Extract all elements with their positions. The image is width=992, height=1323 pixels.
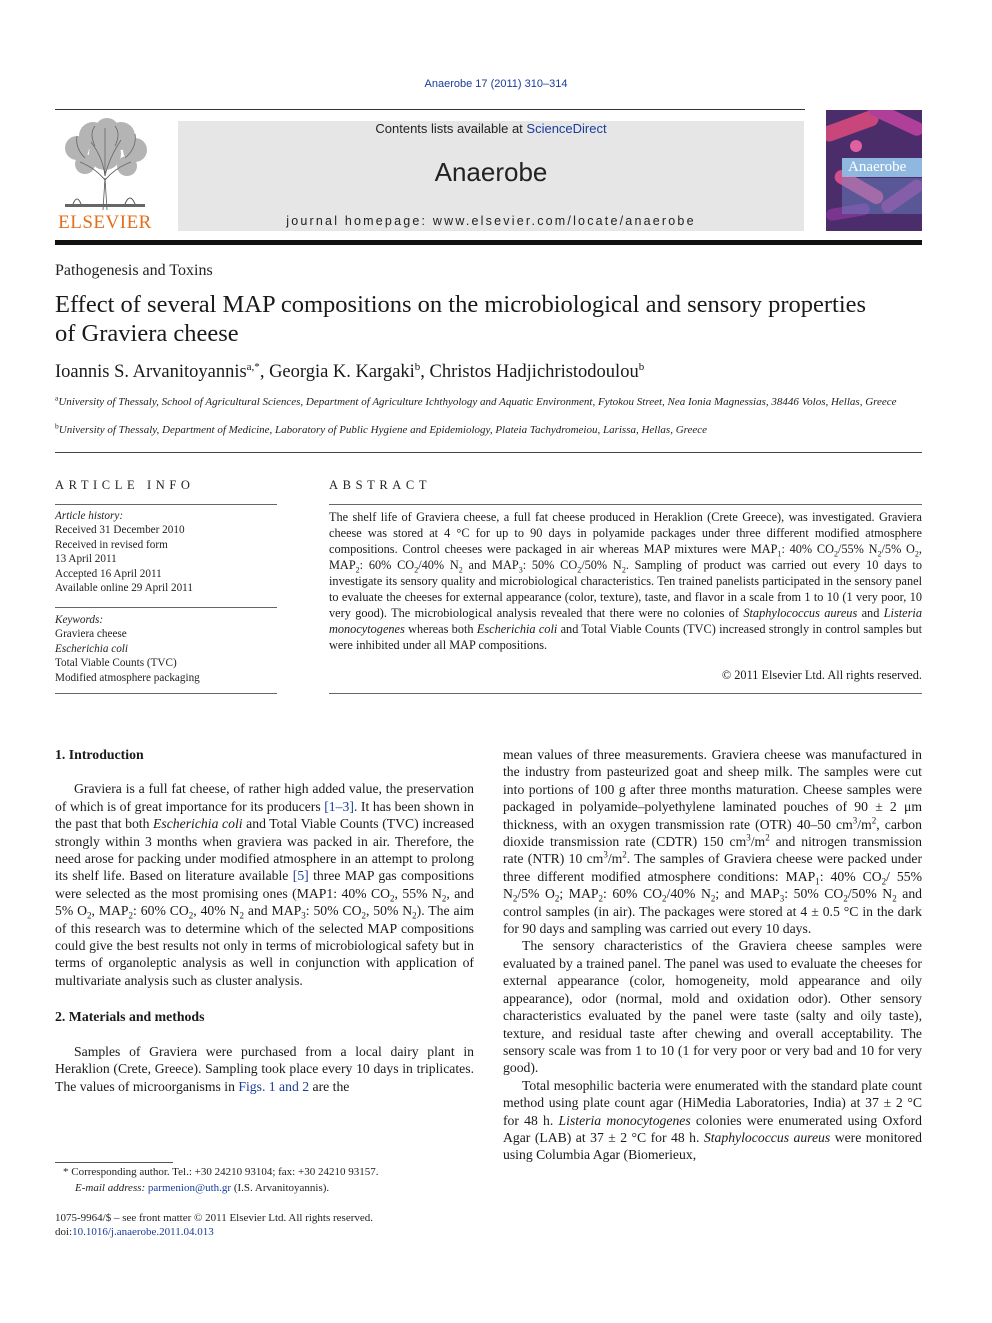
sciencedirect-link[interactable]: ScienceDirect bbox=[526, 121, 607, 136]
reference-link[interactable]: [1–3] bbox=[324, 798, 354, 814]
elsevier-wordmark: ELSEVIER bbox=[58, 212, 152, 233]
keyword-item: Modified atmosphere packaging bbox=[55, 671, 200, 684]
author-affiliation-mark[interactable]: b bbox=[414, 360, 421, 373]
header-rule bbox=[55, 109, 805, 110]
author-name[interactable]: Ioannis S. Arvanitoyannis bbox=[55, 362, 247, 382]
abstract-heading: ABSTRACT bbox=[329, 478, 432, 492]
author-name[interactable]: Christos Hadjichristodoulou bbox=[429, 362, 639, 382]
sensory-paragraph: The sensory characteristics of the Graviera cheese samples were evaluated by a trained panel. The panel was used to evaluate the cheeses for external appearance (color, homogeneity, mold appearance and oily appearance), odor (normal, mold and oxidation odor). Other sensory characteristics evaluated by the panel were taste (salty and oily taste), texture, and residual taste after chewing and overall acceptability. The sensory scale was from 1 to 10 (1 for very poor or very bad and 10 for very good). bbox=[503, 938, 922, 1076]
figure-link[interactable]: Figs. 1 and 2 bbox=[238, 1078, 310, 1094]
history-item: Available online 29 April 2011 bbox=[55, 582, 193, 595]
history-item: Accepted 16 April 2011 bbox=[55, 567, 162, 580]
keyword-item: Escherichia coli bbox=[55, 642, 129, 655]
contents-prefix: Contents lists available at bbox=[375, 121, 527, 136]
journal-banner bbox=[178, 121, 804, 231]
affiliation-a bbox=[55, 395, 922, 409]
email-link[interactable]: parmenion@uth.gr bbox=[147, 1182, 232, 1194]
body-right-column bbox=[503, 746, 922, 1164]
keywords-rule bbox=[55, 607, 277, 608]
journal-homepage[interactable]: journal homepage: www.elsevier.com/locate/anaerobe bbox=[286, 214, 696, 228]
history-item: Received 31 December 2010 bbox=[55, 524, 185, 537]
affiliation-text: University of Thessaly, School of Agricultural Sciences, Department of Agriculture Ichthyology and Aquatic Environment, Fytokou Street, Nea Ionia Magnessias, 38446 Volos, Hellas, Greece bbox=[58, 396, 897, 408]
methods-heading: 2. Materials and methods bbox=[55, 1009, 205, 1025]
header-thick-rule bbox=[55, 240, 922, 245]
affiliation-text: University of Thessaly, Department of Medicine, Laboratory of Public Hygiene and Epidemiology, Plateia Tachydromeiou, Larissa, Hellas, Greece bbox=[58, 424, 708, 436]
doi-line bbox=[55, 1225, 214, 1240]
affiliation-mark: a bbox=[55, 393, 59, 403]
author-separator: , bbox=[420, 362, 430, 382]
keywords bbox=[55, 613, 277, 685]
abstract-rule bbox=[329, 504, 922, 505]
article-info-bottom-rule bbox=[55, 693, 277, 694]
article-section: Pathogenesis and Toxins bbox=[55, 262, 213, 279]
article-info-heading: ARTICLE INFO bbox=[55, 478, 195, 492]
author-separator: , bbox=[259, 362, 270, 382]
abstract-body: The shelf life of Graviera cheese, a full fat cheese produced in Heraklion (Crete Greece), was investigated. Graviera cheese was stored at 4 °C for up to 90 days in polyamide packages under three different modified atmosphere compositions. Control cheeses were packaged in air whereas MAP mixtures were $MAP_1$: 40% $CO_2/55\%$ $N_2/5\%$ $O_2$, $MAP_2$: 60% $CO_2/40\%$ $N_2$ and $MAP_3$: 50% $CO_2/50\%$ $N_2$. Sampling of product was carried out every 10 days to investigate its sensory quality and microbiological characteristics. Ten trained panelists participated in the sensory panel to evaluate the cheeses for external appearance (color, texture), taste, and flavor in a scale from 1 to 10 (1 very poor, 10 very good). The microbiological analysis revealed that there were no colonies of Staphylococcus aureus and Listeria monocytogenes whereas both Escherichia coli and Total Viable Counts (TVC) increased strongly in control samples but were inhibited under all MAP compositions. bbox=[329, 510, 922, 652]
author-affiliation-mark[interactable]: a,* bbox=[246, 360, 260, 373]
abstract-bottom-rule bbox=[329, 693, 922, 694]
keyword-item: Graviera cheese bbox=[55, 628, 127, 641]
reference-link[interactable]: [5] bbox=[292, 868, 309, 884]
author-affiliation-mark[interactable]: b bbox=[638, 360, 645, 373]
history-label: Article history: bbox=[55, 510, 124, 522]
affiliation-b bbox=[55, 423, 922, 437]
history-item: Received in revised form bbox=[55, 538, 168, 551]
abstract-copyright: © 2011 Elsevier Ltd. All rights reserved. bbox=[721, 668, 922, 682]
email-label: E-mail address: bbox=[75, 1182, 148, 1194]
history-item: 13 April 2011 bbox=[55, 553, 117, 566]
contents-line bbox=[178, 121, 804, 136]
corresponding-author-note: * Corresponding author. Tel.: +30 24210 93104; fax: +30 24210 93157. bbox=[63, 1166, 379, 1178]
title-divider bbox=[55, 452, 922, 453]
journal-name: Anaerobe bbox=[434, 157, 548, 187]
journal-cover-image[interactable] bbox=[826, 110, 922, 231]
doi-label: doi: bbox=[55, 1226, 73, 1238]
issn-line: 1075-9964/$ – see front matter © 2011 Elsevier Ltd. All rights reserved. bbox=[55, 1212, 374, 1224]
body-left-column bbox=[55, 746, 474, 1095]
microbiology-paragraph: Total mesophilic bacteria were enumerated with the standard plate count method using plate count agar (HiMedia Laboratories, India) at 37 ± 2 °C for 48 h. Listeria monocytogenes colonies were enumerated using Oxford Agar (LAB) at 37 ± 2 °C for 48 h. Staphylococcus aureus were monitored using Columbia Agar (Biomerieux, bbox=[503, 1077, 923, 1163]
article-history bbox=[55, 509, 277, 595]
email-note bbox=[55, 1181, 495, 1196]
cover-title: Anaerobe bbox=[842, 158, 922, 177]
author-list bbox=[55, 362, 644, 383]
email-suffix: (I.S. Arvanitoyannis). bbox=[231, 1182, 330, 1194]
methods-paragraph: Samples of Graviera were purchased from a local dairy plant in Heraklion (Crete, Greece). Sampling took place every 10 days in triplicates. The values of microorganisms in Figs. 1 and 2 are the bbox=[55, 1043, 474, 1094]
keyword-item: Total Viable Counts (TVC) bbox=[55, 657, 177, 670]
doi-link[interactable]: 10.1016/j.anaerobe.2011.04.013 bbox=[72, 1226, 214, 1238]
journal-citation[interactable]: Anaerobe 17 (2011) 310–314 bbox=[424, 78, 568, 90]
footnote-rule bbox=[55, 1162, 173, 1163]
introduction-heading: 1. Introduction bbox=[55, 747, 144, 762]
affiliation-mark: b bbox=[55, 421, 59, 431]
elsevier-logo[interactable] bbox=[55, 118, 155, 234]
keywords-label: Keywords: bbox=[55, 614, 104, 626]
article-info-rule bbox=[55, 504, 277, 505]
article-title: Effect of several MAP compositions on the microbiological and sensory properties of Graviera cheese bbox=[55, 291, 867, 347]
methods-paragraph-continued: mean values of three measurements. Graviera cheese was manufactured in the industry from pasteurized goat and sheep milk. The samples were cut into portions of 100 g after three months maturation. Cheese samples were packaged in polyamide–polyethylene laminated pouches of 90 ± 2 μm thickness, with an oxygen transmission rate (OTR) 40–50 $cm^3/m^2$, carbon dioxide transmission rate (CDTR) 150 $cm^3/m^2$ and nitrogen transmission rate (NTR) 10 $cm^3/m^2$. The samples of Graviera cheese were packed under three different modified atmosphere conditions: $MAP_1$: 40% $CO_2/$ 55% $N_2/5\%$ $O_2$; $MAP_2$: 60% $CO_2/40\%$ $N_2$; and $MAP_3$: 50% $CO_2/50\%$ $N_2$ and control samples (in air). The packages were stored at 4 ± 0.5 °C in the dark for 90 days and sampling was carried out every 10 days. bbox=[503, 747, 923, 937]
introduction-paragraph: Graviera is a full fat cheese, of rather high added value, the preservation of which is of great importance for its producers [1–3]. It has been shown in the past that both Escherichia coli and Total Viable Counts (TVC) increased strongly within 3 months when graviera was packed in air. Therefore, the need arose for packing under modified atmosphere in an attempt to prolong its shelf life. Based on literature available [5] three MAP gas compositions were selected as the most promising ones (MAP1: 40% $CO_2$, 55% $N_2$, and 5% $O_2$, $MAP_2$: 60% $CO_2$, 40% $N_2$ and $MAP_3$: 50% $CO_2$, 50% $N_2$). The aim of this research was to determine which of the selected MAP compositions could give the best results not only in terms of microbiological safety but in terms of organoleptic analysis as well in conjunction with application of multivariate analysis such as cluster analysis. bbox=[55, 781, 475, 988]
author-name[interactable]: Georgia K. Kargaki bbox=[269, 362, 415, 382]
tree-icon bbox=[55, 118, 155, 214]
